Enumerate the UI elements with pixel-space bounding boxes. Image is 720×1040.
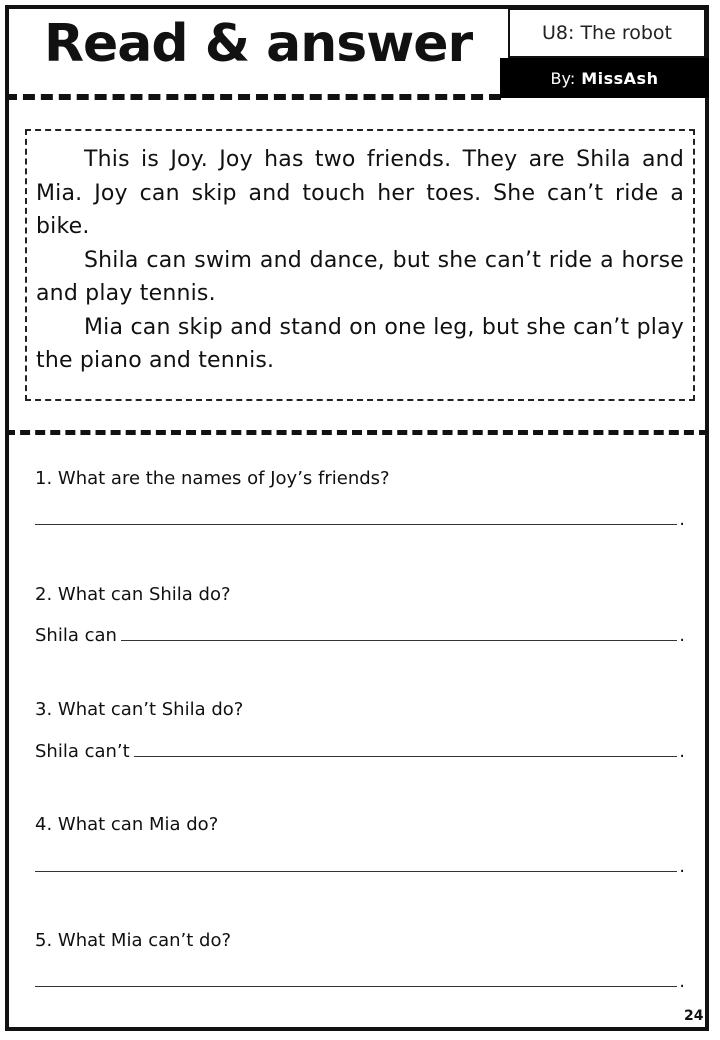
answer-blank[interactable] bbox=[35, 853, 677, 872]
passage-paragraph: Mia can skip and stand on one leg, but she can’t play the piano and tennis. bbox=[36, 314, 684, 373]
section-divider bbox=[5, 430, 709, 435]
passage-paragraph: This is Joy. Joy has two friends. They are Shila and Mia. Joy can skip and touch her toes. She can’t ride a bike. bbox=[36, 147, 684, 239]
answer-prefix: Shila can’t bbox=[35, 741, 130, 762]
answer-end: . bbox=[679, 509, 685, 530]
answer-blank[interactable] bbox=[35, 506, 677, 525]
answer-blank[interactable] bbox=[35, 968, 677, 987]
page-number: 24 bbox=[684, 1008, 704, 1024]
author-bar bbox=[500, 58, 709, 98]
title-divider bbox=[5, 94, 501, 100]
reading-passage bbox=[25, 129, 695, 401]
answer-end: . bbox=[679, 625, 685, 646]
answer-end: . bbox=[679, 741, 685, 762]
answer-line-5[interactable] bbox=[35, 966, 685, 992]
author-name: MissAsh bbox=[581, 68, 659, 88]
question-3: 3. What can’t Shila do? bbox=[35, 699, 244, 720]
unit-label: U8: The robot bbox=[508, 8, 706, 58]
answer-line-1[interactable] bbox=[35, 504, 685, 530]
question-2: 2. What can Shila do? bbox=[35, 584, 231, 605]
question-5: 5. What Mia can’t do? bbox=[35, 930, 232, 951]
answer-line-3[interactable] bbox=[35, 736, 685, 762]
answer-blank[interactable] bbox=[121, 622, 677, 641]
question-4: 4. What can Mia do? bbox=[35, 814, 219, 835]
answer-end: . bbox=[679, 971, 685, 992]
answer-blank[interactable] bbox=[134, 738, 678, 757]
question-1: 1. What are the names of Joy’s friends? bbox=[35, 468, 390, 489]
answer-end: . bbox=[679, 856, 685, 877]
page-title: Read & answer bbox=[44, 14, 473, 74]
answer-prefix: Shila can bbox=[35, 625, 117, 646]
passage-paragraph: Shila can swim and dance, but she can’t ride a horse and play tennis. bbox=[36, 247, 684, 306]
author-prefix: By: bbox=[550, 68, 576, 88]
answer-line-2[interactable] bbox=[35, 620, 685, 646]
answer-line-4[interactable] bbox=[35, 851, 685, 877]
